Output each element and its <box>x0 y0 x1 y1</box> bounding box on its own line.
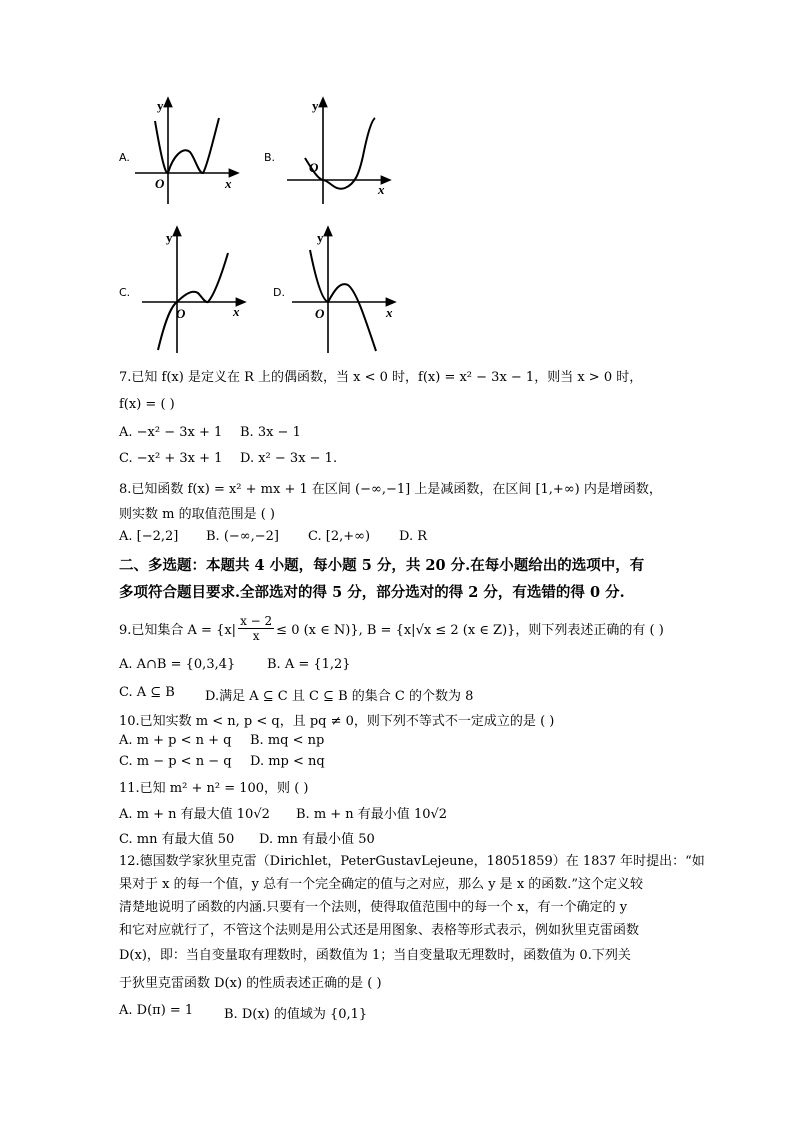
section-heading-line-1: 二、多选题：本题共 4 小题，每小题 5 分，共 20 分.在每小题给出的选项中，有 <box>119 557 645 574</box>
graph-option-c-label: C. <box>119 286 131 299</box>
q12-stem-line-6: 于狄里克雷函数 D(x) 的性质表述正确的是 ( ) <box>119 976 382 991</box>
y-axis-label: y <box>157 98 164 113</box>
q12-stem-line-1: 12.德国数学家狄里克雷（Dirichlet，PeterGustavLejeune，18051859）在 1837 年时提出：“如 <box>119 854 705 869</box>
q12-stem-line-3: 清楚地说明了函数的内涵.只要有一个法则，使得取值范围中的每一个 x，有一个确定的 y <box>119 900 628 915</box>
q11-option-c: C. mn 有最大值 50 <box>119 832 235 847</box>
q11-option-b: B. m + n 有最小值 10√2 <box>296 807 448 822</box>
x-axis-label: x <box>386 305 393 320</box>
graph-option-d-label: D. <box>273 286 285 299</box>
q8-option-b: B. (−∞,−2] <box>206 529 279 544</box>
q9-option-c: C. A ⊆ B <box>119 685 175 700</box>
q7-stem-line-2: f(x) = ( ) <box>119 397 175 412</box>
q10-stem: 10.已知实数 m < n, p < q，且 pq ≠ 0，则下列不等式不一定成立的是 ( ) <box>119 714 555 729</box>
q9-option-b: B. A = {1,2} <box>267 657 351 672</box>
q12-stem-line-4: 和它对应就行了，不管这个法则是用公式还是用图象、表格等形式表示，例如狄里克雷函数 <box>119 923 640 938</box>
q12-stem-line-2: 果对于 x 的每一个值，y 总有一个完全确定的值与之对应，那么 y 是 x 的函数.”这个定义较 <box>119 877 644 892</box>
q8-stem-line-2: 则实数 m 的取值范围是 ( ) <box>119 507 276 522</box>
q8-option-a: A. [−2,2] <box>119 529 179 544</box>
curve <box>155 118 219 173</box>
q7-option-d: D. x² − 3x − 1. <box>240 451 338 466</box>
q9-stem-prefix: 9.已知集合 A = {x| <box>119 622 237 638</box>
q8-option-c: C. [2,+∞) <box>308 529 371 544</box>
q12-option-b: B. D(x) 的值域为 {0,1} <box>224 1007 368 1022</box>
graph-b <box>285 96 395 206</box>
q8-option-d: D. R <box>399 529 428 544</box>
q9-stem <box>119 613 664 643</box>
x-axis-label: x <box>378 182 385 197</box>
q11-option-a: A. m + n 有最大值 10√2 <box>119 807 270 822</box>
y-axis-label: y <box>312 98 319 113</box>
q9-option-a: A. A∩B = {0,3,4} <box>119 657 236 672</box>
graph-option-b-label: B. <box>264 151 276 164</box>
graph-option-a-label: A. <box>119 151 130 164</box>
origin-label: O <box>155 176 165 191</box>
y-axis-label: y <box>317 230 324 245</box>
section-heading-line-2: 多项符合题目要求.全部选对的得 5 分，部分选对的得 2 分，有选错的得 0 分. <box>119 584 625 601</box>
q9-fraction <box>238 614 274 643</box>
q12-stem-line-5: D(x)，即：当自变量取有理数时，函数值为 1；当自变量取无理数时，函数值为 0.下列关 <box>119 948 631 963</box>
x-axis-label: x <box>225 176 232 191</box>
q7-option-b: B. 3x − 1 <box>240 425 301 440</box>
q10-option-a: A. m + p < n + q <box>119 733 232 748</box>
q7-option-a: A. −x² − 3x + 1 <box>119 425 223 440</box>
q9-fraction-numerator: x − 2 <box>240 613 273 628</box>
q7-option-c: C. −x² + 3x + 1 <box>119 451 223 466</box>
origin-label: O <box>176 306 186 321</box>
graph-c <box>140 225 250 355</box>
q8-stem-line-1: 8.已知函数 f(x) = x² + mx + 1 在区间 (−∞,−1] 上是减函数，在区间 [1,+∞) 内是增函数， <box>119 482 662 497</box>
origin-label: O <box>309 160 319 175</box>
q10-option-d: D. mp < nq <box>250 754 325 769</box>
graph-d <box>290 225 405 355</box>
q11-option-d: D. mn 有最小值 50 <box>259 832 375 847</box>
q9-fraction-denominator: x <box>252 628 260 643</box>
q10-option-b: B. mq < np <box>250 733 325 748</box>
origin-label: O <box>315 306 325 321</box>
q9-stem-rest: ≤ 0 (x ∈ N)}, B = {x|√x ≤ 2 (x ∈ Z)}，则下列表述正确的有 ( ) <box>276 622 664 638</box>
q12-option-a: A. D(π) = 1 <box>119 1003 194 1018</box>
q7-stem-line-1: 7.已知 f(x) 是定义在 R 上的偶函数，当 x < 0 时，f(x) = x² − 3x − 1，则当 x > 0 时， <box>119 370 643 385</box>
y-axis-label: y <box>166 230 173 245</box>
q9-option-d: D.满足 A ⊆ C 且 C ⊆ B 的集合 C 的个数为 8 <box>205 689 474 704</box>
curve <box>310 250 376 351</box>
q11-stem: 11.已知 m² + n² = 100，则 ( ) <box>119 781 309 796</box>
curve <box>305 118 375 189</box>
x-axis-label: x <box>233 304 240 319</box>
graph-a <box>135 96 245 206</box>
q10-option-c: C. m − p < n − q <box>119 754 232 769</box>
